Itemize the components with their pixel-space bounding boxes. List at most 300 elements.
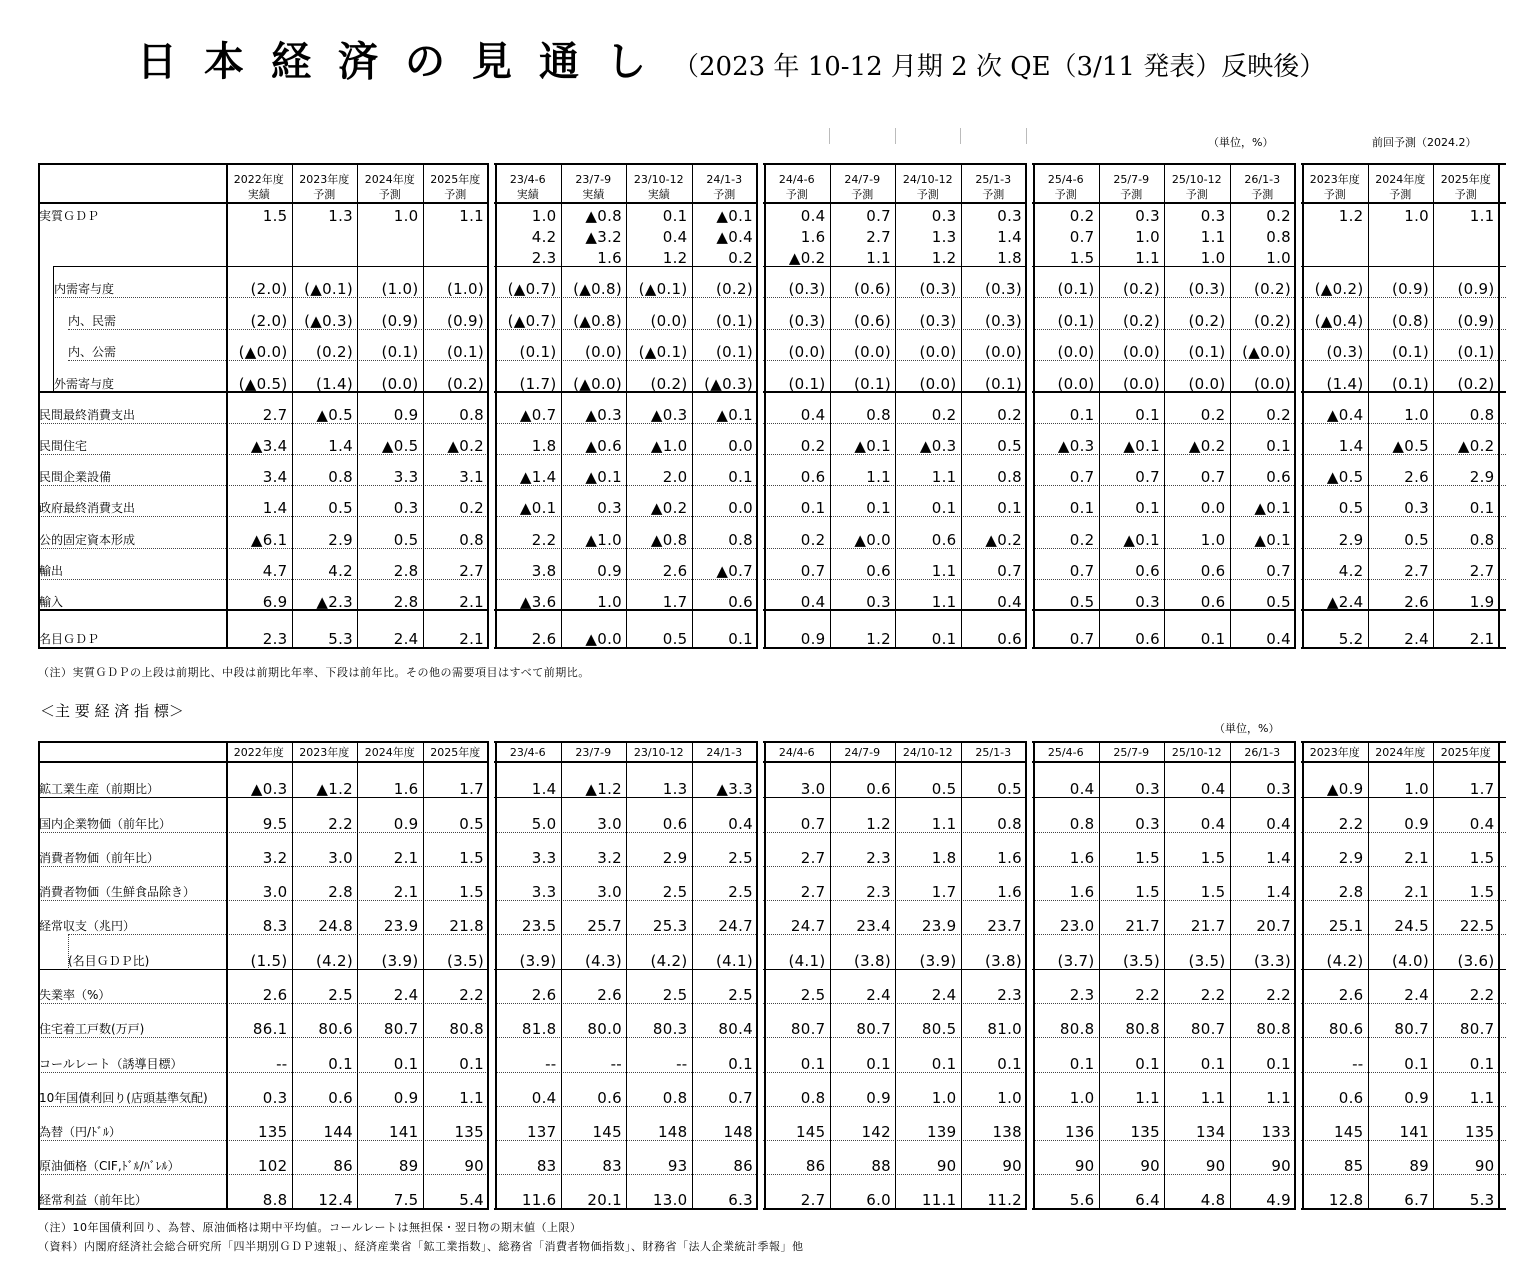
previous-forecast-label: 前回予測（2024.2） — [1372, 136, 1477, 149]
header-text: 2024年度 — [364, 745, 415, 759]
header-text: 予測 — [1323, 188, 1346, 201]
header-text: 23/7-9 — [575, 745, 612, 759]
value-cell: 2.1 — [393, 849, 419, 867]
value-cell: 80.7 — [1394, 1020, 1429, 1038]
value-cell: 0.8 — [1069, 815, 1095, 833]
value-cell: 0.1 — [997, 499, 1022, 517]
value-cell: 141 — [1399, 1123, 1429, 1141]
value-cell: 5.4 — [459, 1191, 484, 1209]
value-cell: (0.1) — [984, 375, 1022, 393]
value-cell: 3.2 — [597, 849, 622, 867]
header-text: 25/1-3 — [975, 745, 1012, 759]
value-cell: 90 — [1271, 1157, 1291, 1175]
value-cell: 2.6 — [662, 562, 688, 580]
header-text: 25/4-6 — [1047, 745, 1084, 759]
divider — [1026, 128, 1027, 144]
value-cell: 0.1 — [800, 1055, 826, 1073]
value-cell: ▲0.2 — [1188, 437, 1226, 455]
value-cell: -- — [1352, 1055, 1364, 1073]
value-cell: (0.6) — [853, 312, 891, 330]
value-cell: (3.7) — [1057, 952, 1095, 970]
forecast-table-row — [38, 246, 1506, 267]
value-cell: 1.1 — [1135, 1089, 1160, 1107]
value-cell: 1.4 — [1266, 883, 1291, 901]
value-cell: (0.3) — [919, 280, 957, 298]
value-cell: (4.3) — [584, 952, 622, 970]
header-text: 予測 — [1120, 188, 1143, 201]
indicators-table — [38, 741, 1506, 1209]
value-cell: 23.9 — [383, 917, 419, 935]
value-cell: (0.3) — [984, 312, 1022, 330]
header-text: 24/1-3 — [706, 173, 743, 186]
value-cell: 2.7 — [800, 849, 826, 867]
value-cell: 3.0 — [328, 849, 353, 867]
value-cell: 0.2 — [728, 249, 753, 267]
value-cell: 0.9 — [597, 562, 622, 580]
value-cell: (3.5) — [1122, 952, 1160, 970]
forecast-table-row — [38, 267, 1506, 298]
indicators-table-column-header — [292, 741, 358, 763]
value-cell: 5.3 — [1469, 1191, 1495, 1209]
indicators-table-column-header — [1302, 741, 1368, 763]
value-cell: ▲3.2 — [585, 228, 622, 246]
value-cell: 0.1 — [1069, 1055, 1095, 1073]
row-label: コールレート（誘導目標） — [39, 1057, 183, 1071]
value-cell: (0.2) — [1188, 312, 1226, 330]
forecast-table-row — [38, 298, 1506, 330]
value-cell: 1.8 — [531, 437, 557, 455]
forecast-table-column-header — [292, 163, 358, 204]
value-cell: 0.7 — [1069, 468, 1095, 486]
value-cell: 1.0 — [1404, 780, 1429, 798]
value-cell: 2.2 — [531, 531, 557, 549]
value-cell: 0.3 — [997, 207, 1022, 225]
value-cell: 138 — [992, 1123, 1022, 1141]
value-cell: 2.7 — [800, 1191, 826, 1209]
column-line — [1302, 741, 1304, 1209]
header-text: 予測 — [916, 188, 939, 201]
value-cell: (0.0) — [919, 375, 957, 393]
value-cell: 144 — [323, 1123, 353, 1141]
value-cell: 2.3 — [997, 986, 1022, 1004]
value-cell: 3.2 — [262, 849, 288, 867]
value-cell: 0.2 — [800, 531, 826, 549]
header-text: 予測 — [713, 188, 736, 201]
value-cell: 2.9 — [1469, 468, 1495, 486]
value-cell: (0.1) — [853, 375, 891, 393]
value-cell: 0.6 — [1338, 1089, 1364, 1107]
row-label: 内、公需 — [68, 345, 117, 359]
value-cell: 0.7 — [728, 1089, 753, 1107]
value-cell: (1.5) — [250, 952, 288, 970]
value-cell: 145 — [592, 1123, 622, 1141]
value-cell: 22.5 — [1459, 917, 1495, 935]
value-cell: 0.3 — [262, 1089, 288, 1107]
value-cell: 0.2 — [1069, 207, 1095, 225]
value-cell: 135 — [257, 1123, 288, 1141]
unit-label-2: （単位，%） — [1214, 722, 1280, 735]
value-cell: 0.2 — [1266, 207, 1291, 225]
table-left-border — [38, 741, 40, 1209]
value-cell: 86 — [333, 1157, 353, 1175]
value-cell: 0.4 — [800, 593, 826, 611]
value-cell: 0.1 — [328, 1055, 353, 1073]
value-cell: 0.8 — [1266, 228, 1291, 246]
value-cell: 2.6 — [262, 986, 288, 1004]
header-text: 予測 — [1454, 188, 1477, 201]
value-cell: 86 — [733, 1157, 753, 1175]
value-cell: 0.3 — [1135, 207, 1160, 225]
value-cell: 0.1 — [1266, 437, 1291, 455]
value-cell: (0.0) — [984, 343, 1022, 361]
indicators-table-column-header — [626, 741, 692, 763]
value-cell: 89 — [1409, 1157, 1429, 1175]
value-cell: 0.8 — [997, 815, 1022, 833]
value-cell: 0.6 — [1200, 593, 1226, 611]
value-cell: 1.3 — [931, 228, 957, 246]
value-cell: 1.7 — [459, 780, 484, 798]
value-cell: 4.8 — [1200, 1191, 1226, 1209]
value-cell: 3.3 — [531, 849, 557, 867]
value-cell: (0.1) — [1057, 280, 1095, 298]
value-cell: 23.7 — [987, 917, 1022, 935]
header-text: 2025年度 — [1440, 173, 1491, 186]
value-cell: (▲0.7) — [507, 312, 557, 330]
value-cell: 2.2 — [1135, 986, 1160, 1004]
value-cell: 4.2 — [1338, 562, 1364, 580]
value-cell: (3.8) — [853, 952, 891, 970]
value-cell: 1.2 — [662, 249, 688, 267]
value-cell: (0.2) — [1253, 280, 1291, 298]
value-cell: 1.1 — [931, 593, 957, 611]
value-cell: 6.3 — [728, 1191, 753, 1209]
indicators-table-column-header — [830, 741, 896, 763]
value-cell: 1.0 — [597, 593, 622, 611]
title-sub: （2023 年 10-12 月期 2 次 QE（3/11 発表）反映後） — [673, 52, 1326, 82]
header-text: 25/4-6 — [1047, 173, 1084, 186]
value-cell: 0.2 — [459, 499, 484, 517]
column-line — [1164, 741, 1165, 1209]
value-cell: ▲0.1 — [854, 437, 891, 455]
value-cell: 0.7 — [997, 562, 1022, 580]
column-line — [1033, 163, 1035, 648]
value-cell: (0.2) — [1122, 280, 1160, 298]
group-gap — [1296, 739, 1301, 1211]
value-cell: ▲0.1 — [716, 207, 753, 225]
value-cell: 145 — [795, 1123, 826, 1141]
indicators-table-column-header — [1230, 741, 1296, 763]
value-cell: (0.2) — [1122, 312, 1160, 330]
value-cell: 0.4 — [1266, 630, 1291, 648]
column-line — [1433, 163, 1434, 648]
value-cell: 80.8 — [449, 1020, 484, 1038]
value-cell: 80.7 — [856, 1020, 891, 1038]
forecast-table-row — [38, 330, 1506, 361]
value-cell: ▲3.4 — [250, 437, 288, 455]
header-text: 予測 — [785, 188, 808, 201]
value-cell: 0.1 — [931, 1055, 957, 1073]
value-cell: 0.1 — [1266, 1055, 1291, 1073]
value-cell: ▲0.8 — [650, 531, 688, 549]
column-line — [764, 741, 766, 1209]
row-label: 住宅着工戸数(万戸) — [39, 1022, 145, 1036]
column-line — [1498, 741, 1500, 1209]
value-cell: 80.7 — [383, 1020, 419, 1038]
value-cell: 6.4 — [1135, 1191, 1160, 1209]
value-cell: 0.1 — [931, 499, 957, 517]
value-cell: 0.4 — [1200, 815, 1226, 833]
value-cell: (3.5) — [1188, 952, 1226, 970]
column-line — [495, 163, 497, 648]
value-cell: 2.8 — [328, 883, 353, 901]
value-cell: 0.4 — [1469, 815, 1495, 833]
header-text: 25/10-12 — [1171, 745, 1222, 759]
row-label: 内需寄与度 — [54, 282, 115, 296]
table1-note: （注）実質ＧＤＰの上段は前期比、中段は前期比年率、下段は前年比。その他の需要項目はすべて前期比。 — [38, 666, 590, 679]
value-cell: 0.2 — [800, 437, 826, 455]
indicators-table-column-header — [226, 741, 292, 763]
value-cell: (▲0.1) — [638, 343, 688, 361]
value-cell: (▲0.0) — [238, 343, 288, 361]
value-cell: 0.1 — [662, 207, 688, 225]
value-cell: 2.6 — [531, 986, 557, 1004]
column-line — [830, 163, 831, 648]
value-cell: 0.9 — [866, 1089, 891, 1107]
column-line — [423, 741, 424, 1209]
value-cell: 2.1 — [1404, 883, 1429, 901]
value-cell: 0.1 — [459, 1055, 484, 1073]
value-cell: 0.2 — [1069, 531, 1095, 549]
value-cell: 1.0 — [1200, 249, 1226, 267]
value-cell: ▲0.3 — [250, 780, 288, 798]
header-text: 予測 — [1054, 188, 1077, 201]
value-cell: 1.4 — [1338, 437, 1364, 455]
column-line — [357, 163, 358, 648]
value-cell: ▲0.5 — [1392, 437, 1429, 455]
value-cell: 24.7 — [718, 917, 753, 935]
value-cell: 5.3 — [328, 630, 353, 648]
header-text: 予測 — [1185, 188, 1208, 201]
row-label: 民間最終消費支出 — [39, 408, 136, 422]
value-cell: 1.1 — [1469, 1089, 1495, 1107]
value-cell: 142 — [861, 1123, 891, 1141]
value-cell: (3.9) — [519, 952, 557, 970]
value-cell: 2.5 — [800, 986, 826, 1004]
value-cell: (0.1) — [446, 343, 484, 361]
indicators-table-column-header — [764, 741, 830, 763]
value-cell: -- — [545, 1055, 557, 1073]
value-cell: (0.0) — [1122, 375, 1160, 393]
value-cell: 0.1 — [393, 1055, 419, 1073]
row-label: 外需寄与度 — [54, 377, 115, 391]
indicators-table-row — [38, 1004, 1506, 1038]
indicators-table-column-header — [495, 741, 561, 763]
value-cell: 83 — [536, 1157, 557, 1175]
value-cell: (1.7) — [519, 375, 557, 393]
value-cell: 1.7 — [931, 883, 957, 901]
column-line — [1230, 163, 1231, 648]
row-label: 消費者物価（前年比） — [39, 851, 160, 865]
value-cell: (0.2) — [315, 343, 353, 361]
value-cell: ▲0.0 — [854, 531, 891, 549]
column-line — [764, 163, 766, 648]
column-line — [692, 741, 693, 1209]
value-cell: 90 — [1474, 1157, 1495, 1175]
forecast-table-column-header — [1368, 163, 1434, 204]
row-label: 経常収支（兆円） — [39, 919, 136, 933]
row-label: 輸出 — [39, 564, 64, 578]
forecast-table-column-header — [626, 163, 692, 204]
value-cell: (▲0.7) — [507, 280, 557, 298]
value-cell: 1.5 — [1200, 849, 1226, 867]
forecast-table-column-header — [1164, 163, 1230, 204]
header-text: 23/4-6 — [509, 173, 546, 186]
value-cell: 0.6 — [800, 468, 826, 486]
indicators-table-column-header — [423, 741, 489, 763]
value-cell: 2.5 — [728, 883, 753, 901]
column-line — [226, 163, 228, 648]
value-cell: 2.4 — [1404, 630, 1429, 648]
value-cell: 0.6 — [1135, 630, 1160, 648]
header-text: 2023年度 — [299, 173, 350, 186]
forecast-table-column-header — [1230, 163, 1296, 204]
value-cell: 90 — [1074, 1157, 1095, 1175]
value-cell: 136 — [1064, 1123, 1095, 1141]
indicators-table-row — [38, 935, 1506, 970]
value-cell: 2.1 — [1404, 849, 1429, 867]
forecast-table-row — [38, 225, 1506, 246]
value-cell: 4.7 — [262, 562, 288, 580]
value-cell: 1.4 — [997, 228, 1022, 246]
value-cell: 0.8 — [459, 531, 484, 549]
value-cell: 86 — [805, 1157, 826, 1175]
value-cell: 1.8 — [931, 849, 957, 867]
forecast-table — [38, 163, 1506, 648]
value-cell: 0.6 — [1266, 468, 1291, 486]
value-cell: 25.3 — [652, 917, 688, 935]
value-cell: (▲0.0) — [573, 375, 622, 393]
value-cell: 1.6 — [997, 849, 1022, 867]
value-cell: 2.6 — [597, 986, 622, 1004]
forecast-table-row — [38, 424, 1506, 455]
forecast-table-row — [38, 204, 1506, 225]
value-cell: 139 — [926, 1123, 957, 1141]
row-label: 内、民需 — [68, 314, 117, 328]
value-cell: (0.0) — [853, 343, 891, 361]
forecast-table-column-header — [226, 163, 292, 204]
value-cell: 0.8 — [328, 468, 353, 486]
value-cell: ▲0.0 — [585, 630, 622, 648]
value-cell: ▲0.1 — [585, 468, 622, 486]
value-cell: 2.6 — [1404, 468, 1429, 486]
value-cell: 0.1 — [1469, 499, 1495, 517]
value-cell: 0.6 — [328, 1089, 353, 1107]
value-cell: (0.0) — [1188, 375, 1226, 393]
value-cell: 80.5 — [921, 1020, 957, 1038]
row-label: 民間企業設備 — [39, 470, 112, 484]
value-cell: ▲0.5 — [1326, 468, 1364, 486]
value-cell: 0.7 — [866, 207, 891, 225]
value-cell: 135 — [1464, 1123, 1495, 1141]
column-line — [1433, 741, 1434, 1209]
row-label: 民間住宅 — [39, 439, 88, 453]
forecast-table-row — [38, 611, 1506, 648]
value-cell: ▲0.1 — [519, 499, 557, 517]
value-cell: 1.2 — [931, 249, 957, 267]
value-cell: (0.3) — [1188, 280, 1226, 298]
value-cell: 2.1 — [459, 630, 484, 648]
column-line — [961, 163, 962, 648]
value-cell: ▲0.5 — [381, 437, 419, 455]
forecast-table-column-header — [895, 163, 961, 204]
value-cell: ▲0.2 — [447, 437, 484, 455]
value-cell: (0.0) — [1057, 375, 1095, 393]
value-cell: 0.4 — [1266, 815, 1291, 833]
value-cell: (▲0.4) — [1314, 312, 1364, 330]
value-cell: 5.0 — [531, 815, 557, 833]
value-cell: ▲1.4 — [519, 468, 557, 486]
group-gap — [1027, 739, 1032, 1211]
indicators-table-row — [38, 1038, 1506, 1073]
value-cell: 2.5 — [728, 986, 753, 1004]
value-cell: ▲0.2 — [985, 531, 1022, 549]
value-cell: (0.1) — [1391, 343, 1429, 361]
indicators-table-row — [38, 833, 1506, 867]
value-cell: (0.2) — [715, 280, 753, 298]
header-text: 2024年度 — [364, 173, 415, 186]
value-cell: (0.1) — [519, 343, 557, 361]
forecast-table-column-header — [423, 163, 489, 204]
value-cell: 1.1 — [1200, 1089, 1226, 1107]
value-cell: 23.4 — [856, 917, 891, 935]
indicators-table-column-header — [1033, 741, 1099, 763]
value-cell: 1.6 — [1069, 849, 1095, 867]
value-cell: 80.7 — [1190, 1020, 1226, 1038]
value-cell: 1.1 — [1469, 207, 1495, 225]
value-cell: (4.1) — [788, 952, 826, 970]
value-cell: 0.5 — [931, 780, 957, 798]
indicators-table-column-header — [692, 741, 758, 763]
value-cell: 1.9 — [1469, 593, 1495, 611]
divider — [895, 128, 896, 144]
value-cell: 0.6 — [931, 531, 957, 549]
value-cell: (0.2) — [446, 375, 484, 393]
value-cell: 0.5 — [1338, 499, 1364, 517]
value-cell: (4.0) — [1391, 952, 1429, 970]
value-cell: (3.3) — [1253, 952, 1291, 970]
value-cell: ▲2.3 — [316, 593, 353, 611]
value-cell: (0.3) — [919, 312, 957, 330]
value-cell: 133 — [1261, 1123, 1291, 1141]
value-cell: 3.0 — [597, 883, 622, 901]
value-cell: 1.0 — [393, 207, 419, 225]
row-label: 原油価格（CIF,ﾄﾞﾙ/ﾊﾞﾚﾙ） — [39, 1159, 180, 1173]
value-cell: (0.3) — [984, 280, 1022, 298]
indicators-table-column-header — [561, 741, 627, 763]
value-cell: 83 — [602, 1157, 622, 1175]
value-cell: 1.1 — [459, 207, 484, 225]
value-cell: 2.3 — [1069, 986, 1095, 1004]
value-cell: 11.2 — [987, 1191, 1022, 1209]
value-cell: ▲1.0 — [585, 531, 622, 549]
header-text: 予測 — [378, 188, 401, 201]
value-cell: (▲0.5) — [238, 375, 288, 393]
group-gap — [758, 161, 763, 650]
value-cell: (0.3) — [1326, 343, 1364, 361]
column-line — [1033, 741, 1035, 1209]
value-cell: 1.7 — [662, 593, 688, 611]
value-cell: 0.5 — [459, 815, 484, 833]
